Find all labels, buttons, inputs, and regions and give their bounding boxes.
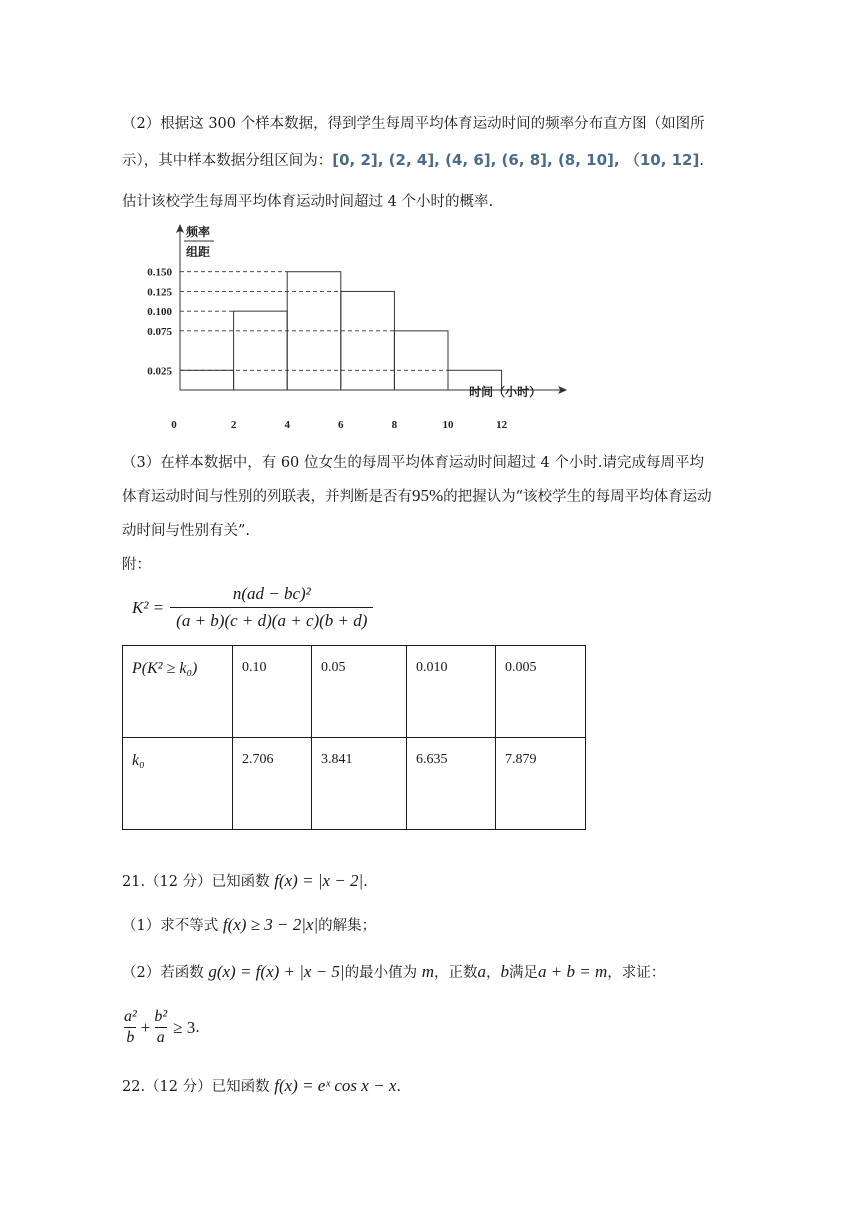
critical-value-table (122, 645, 586, 830)
q22-end: . (396, 1079, 401, 1095)
x-tick-label: 10 (442, 419, 454, 431)
x-tick-label: 4 (284, 419, 290, 431)
y-tick-label: 0.075 (147, 325, 172, 338)
q22-function: f(x) = eˣ cos x − x (274, 1076, 397, 1095)
q21-part2-e: 满足 (509, 965, 538, 981)
frequency-histogram (130, 222, 542, 437)
table-cell: 7.879 (496, 738, 586, 830)
q21-part2-a: （2）若函数 (122, 965, 204, 981)
q21-part2 (122, 961, 665, 982)
q21-part2-b: 的最小值为 (344, 965, 418, 981)
y-tick-label: 0.125 (147, 286, 172, 299)
interval-list: [0, 2], (2, 4], (4, 6], (6, 8], (8, 10], （10, 12] (332, 151, 700, 169)
table-row (123, 646, 586, 738)
q21-part2-a-var: a (477, 962, 486, 981)
q20-part2-line2-end: . (699, 153, 704, 169)
q20-part3-line2 (122, 485, 712, 506)
q22-head: 22.（12 分）已知函数 (122, 1079, 270, 1095)
q20-part3-line1: （3）在样本数据中，有 60 位女生的每周平均体育运动时间超过 4 个小时.请完成每周平均 (122, 455, 704, 471)
histogram-bar (234, 311, 288, 390)
q21-part1 (122, 914, 376, 935)
q21-function: f(x) = |x − 2| (274, 871, 364, 890)
x-tick-label: 2 (230, 419, 237, 431)
y-axis-label-top: 频率 (186, 225, 211, 239)
y-tick-label: 0.150 (147, 266, 172, 279)
y-tick-label: 0.100 (147, 306, 172, 319)
q21-head: 21.（12 分）已知函数 (122, 874, 270, 890)
q21-part2-m: m (421, 962, 434, 981)
x-tick-label: 6 (338, 419, 344, 431)
table-row (123, 738, 586, 830)
fraction-denominator: b (126, 1029, 135, 1046)
histogram-bar (341, 291, 395, 390)
x-tick-label: 8 (391, 419, 398, 431)
table-cell: 0.05 (312, 646, 407, 738)
q20-part3-line2a: 体育运动时间与性别的列联表，并判断是否有 (122, 489, 412, 505)
percentage-value: 95% (412, 486, 444, 505)
q21-part1-b: 的解集； (318, 918, 377, 934)
formula-numerator: n(ad − bc)² (232, 584, 311, 603)
q21-head-end: . (363, 874, 368, 890)
histogram-bar (180, 370, 234, 390)
table-cell: 3.841 (312, 738, 407, 830)
q20-part3-line2c: 的把握认为“该校学生的每周平均体育运动 (443, 489, 712, 505)
q21-heading (122, 870, 368, 891)
q20-part2-line2 (122, 149, 704, 170)
table-cell: 0.005 (496, 646, 586, 738)
formula-denominator: (a + b)(c + d)(a + c)(b + d) (170, 607, 373, 631)
table-cell: 2.706 (233, 738, 312, 830)
histogram-bar (394, 331, 448, 390)
fraction-b2-over-a (152, 1008, 169, 1047)
formula-lhs: K² = (132, 597, 165, 617)
inequality-end: . (195, 1019, 200, 1036)
formula-fraction (170, 584, 373, 631)
q21-part1-inequality: f(x) ≥ 3 − 2|x| (222, 915, 319, 934)
q21-part2-condition: a + b = m (538, 962, 608, 981)
appendix-label: 附： (122, 557, 151, 573)
q21-part2-d: ， (486, 965, 501, 981)
fraction-numerator: b² (154, 1008, 168, 1025)
q20-part2-line1: （2）根据这 300 个样本数据，得到学生每周平均体育运动时间的频率分布直方图（如图所 (122, 116, 705, 132)
x-axis-label: 时间（小时） (469, 385, 542, 399)
q22-heading (122, 1075, 401, 1096)
q21-part2-c: ，正数 (434, 965, 478, 981)
q21-part2-b-var: b (500, 962, 509, 981)
q20-part2-line3: 估计该校学生每周平均体育运动时间超过 4 个小时的概率. (122, 194, 494, 210)
fraction-a2-over-b (122, 1008, 139, 1047)
row1-label: P(K² ≥ k₀) (132, 660, 198, 677)
x-tick-label: 0 (171, 419, 177, 431)
table-cell: 0.010 (407, 646, 496, 738)
table-cell-label (123, 738, 233, 830)
table-cell: 6.635 (407, 738, 496, 830)
y-axis-label-bottom: 组距 (186, 245, 211, 259)
x-tick-label: 12 (496, 419, 508, 431)
y-tick-label: 0.025 (147, 365, 172, 378)
q21-inequality (122, 1008, 200, 1047)
q21-part1-a: （1）求不等式 (122, 918, 219, 934)
q21-part2-g: g(x) = f(x) + |x − 5| (208, 962, 345, 981)
table-cell-label (123, 646, 233, 738)
q20-part3-line3: 动时间与性别有关”. (122, 523, 251, 539)
fraction-denominator: a (156, 1029, 165, 1046)
inequality-tail: ≥ 3 (173, 1017, 196, 1037)
fraction-numerator: a² (124, 1008, 137, 1025)
q21-part2-f: ，求证： (607, 965, 666, 981)
q20-part2-line2-text: 示），其中样本数据分组区间为： (122, 153, 333, 169)
plus-sign: + (140, 1017, 151, 1037)
histogram-layer (147, 224, 567, 431)
table-cell: 0.10 (233, 646, 312, 738)
k-squared-formula (132, 584, 373, 631)
row2-label: k₀ (132, 752, 145, 769)
